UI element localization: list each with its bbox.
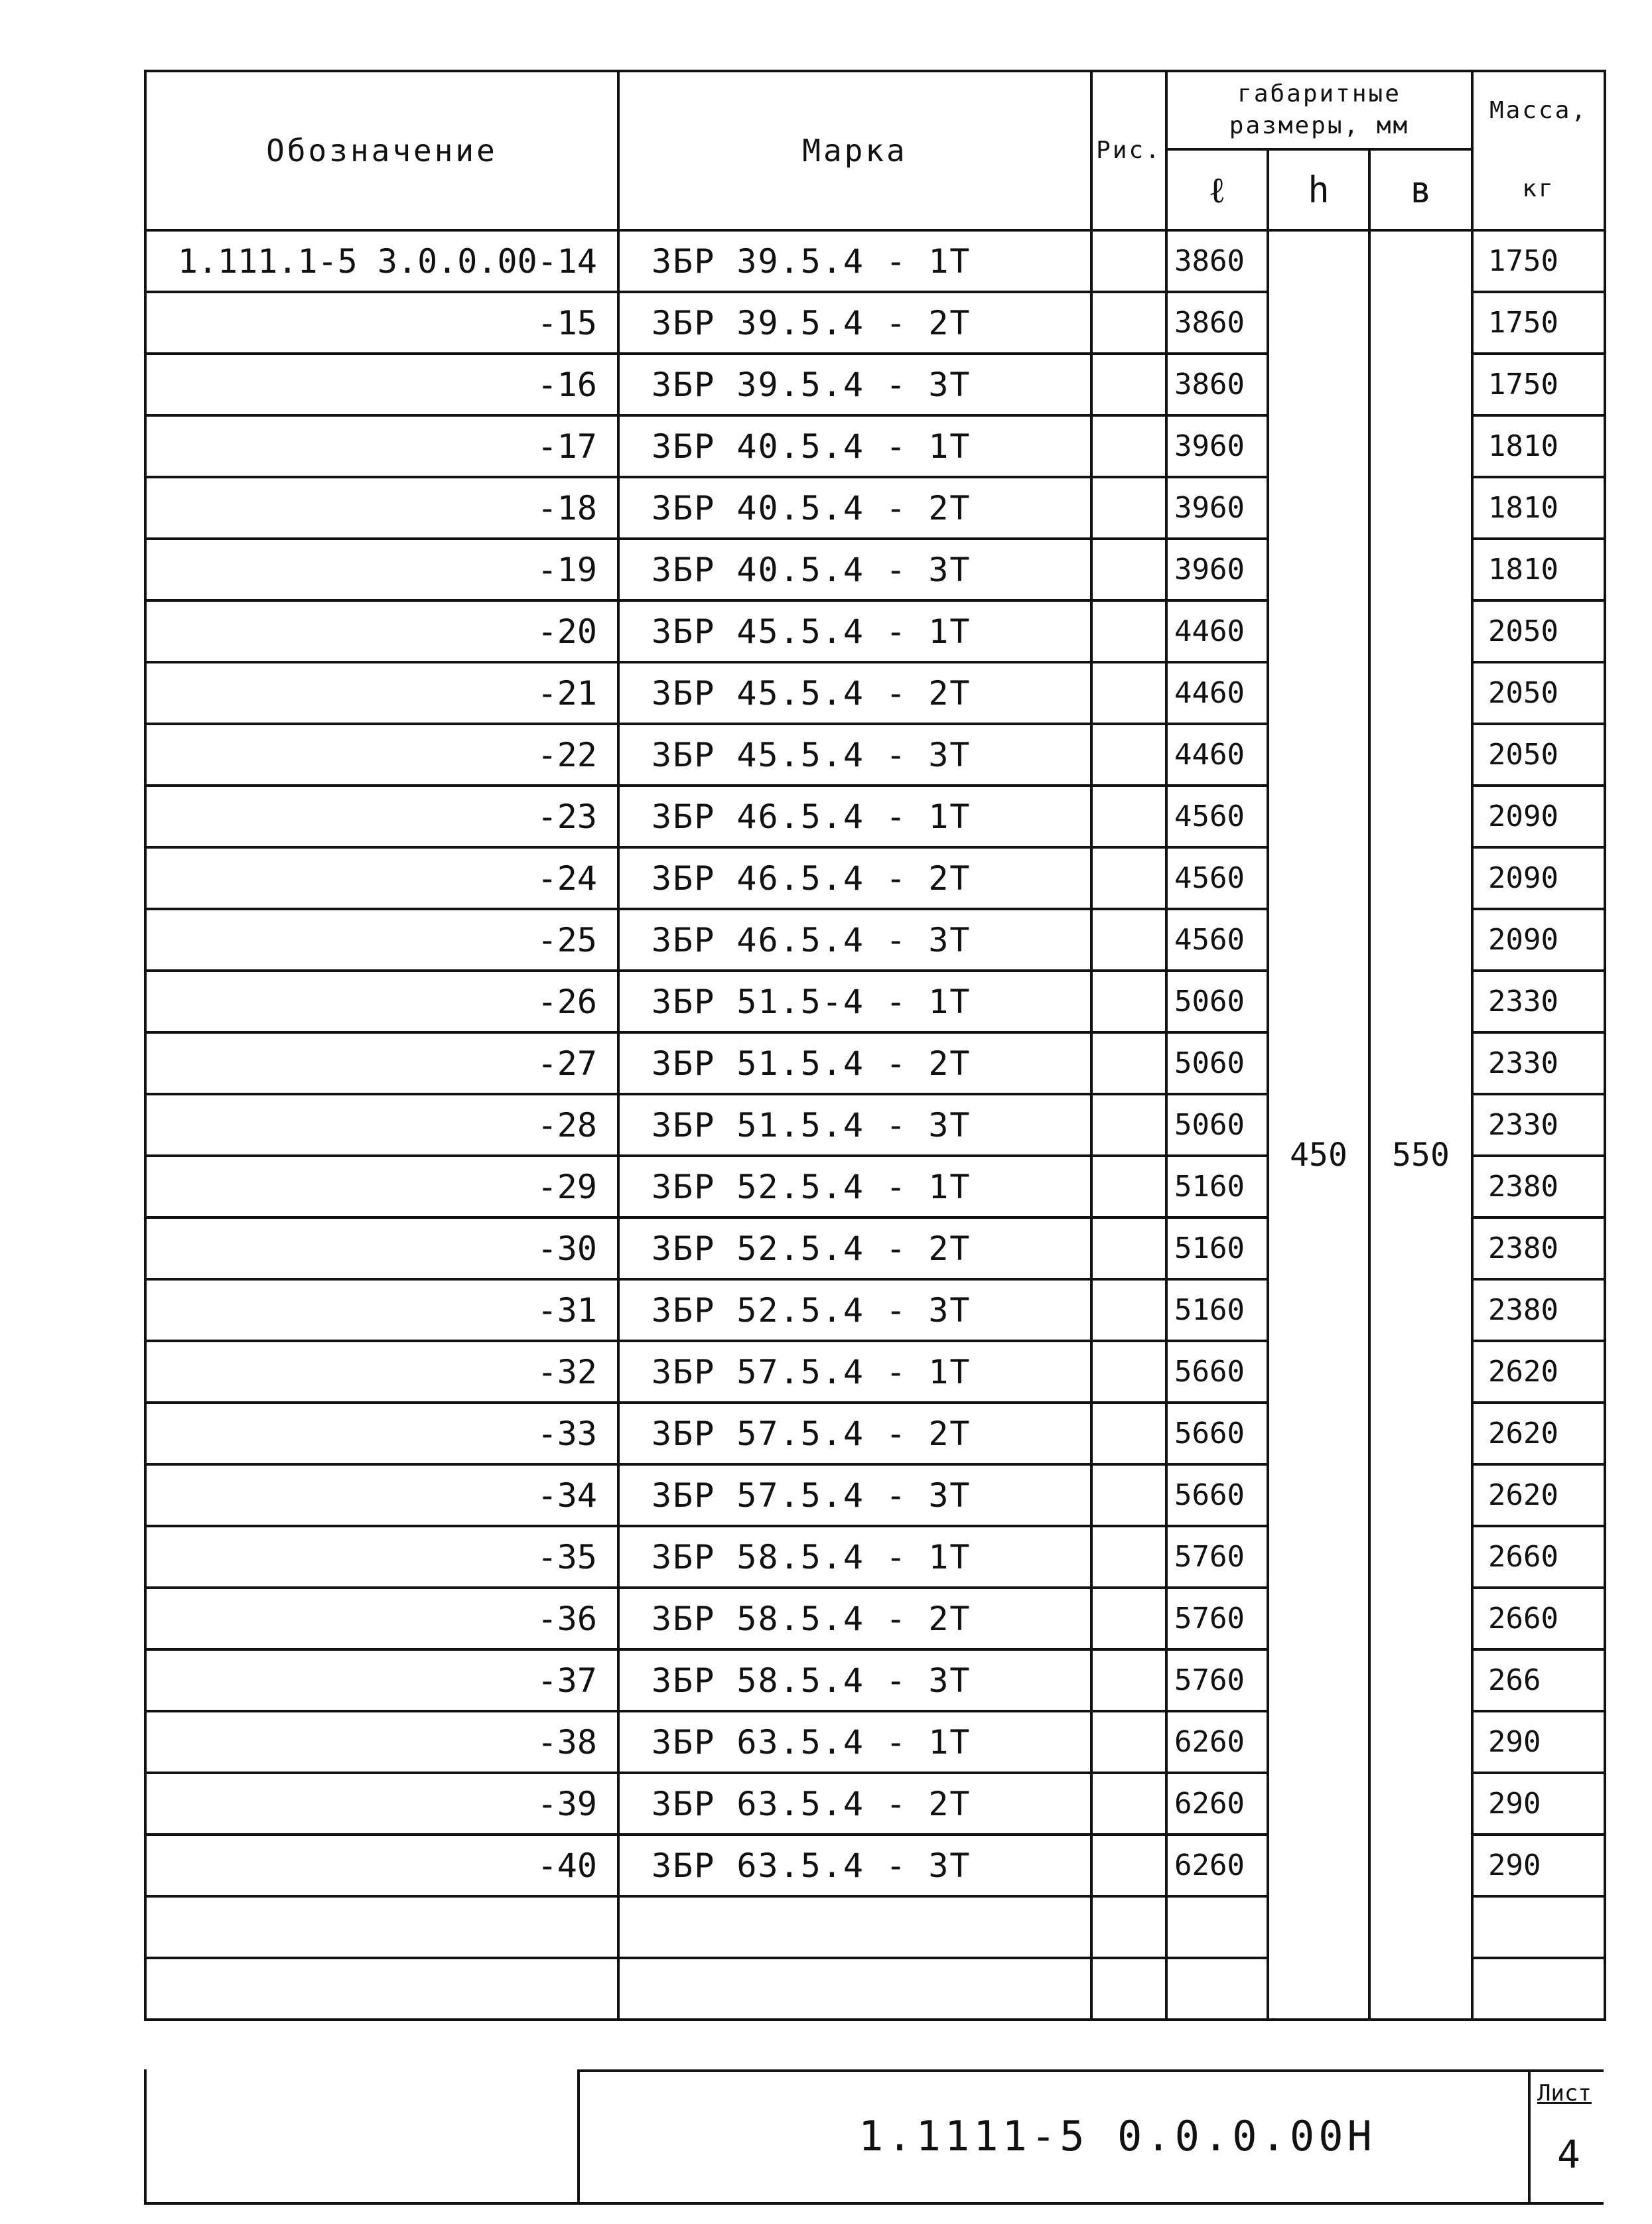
designation-cell: -28 — [145, 1094, 618, 1156]
mark-cell: 3БР 58.5.4 - 2Т — [618, 1588, 1091, 1649]
figure-cell — [1091, 292, 1166, 354]
designation-cell: -32 — [145, 1341, 618, 1403]
mass-cell: 2050 — [1472, 662, 1605, 724]
sheet-label: Лист — [1537, 2080, 1592, 2107]
length-cell: 5760 — [1166, 1588, 1268, 1649]
header-designation: Обозначение — [145, 71, 618, 230]
mark-cell: 3БР 46.5.4 - 1Т — [618, 786, 1091, 847]
mark-cell: 3БР 51.5-4 - 1Т — [618, 971, 1091, 1032]
designation-cell: -23 — [145, 786, 618, 847]
specification-table — [144, 70, 1606, 2021]
designation-cell: -39 — [145, 1773, 618, 1835]
designation-cell: -37 — [145, 1649, 618, 1711]
header-mark: Марка — [618, 71, 1091, 230]
mass-cell: 1810 — [1472, 477, 1605, 539]
mass-cell: 2660 — [1472, 1588, 1605, 1649]
header-mass: Масса, — [1472, 71, 1605, 149]
mass-cell: 2620 — [1472, 1403, 1605, 1464]
mass-cell: 2090 — [1472, 847, 1605, 909]
designation-cell: -22 — [145, 724, 618, 786]
designation-cell: -25 — [145, 909, 618, 971]
mark-cell: 3БР 45.5.4 - 2Т — [618, 662, 1091, 724]
figure-cell — [1091, 1341, 1166, 1403]
length-cell: 6260 — [1166, 1711, 1268, 1773]
length-cell: 3860 — [1166, 292, 1268, 354]
designation-cell: -19 — [145, 539, 618, 600]
mass-cell: 2380 — [1472, 1279, 1605, 1341]
document-code: 1.1111-5 0.0.0.00Н — [859, 2112, 1376, 2160]
mass-cell: 2380 — [1472, 1156, 1605, 1217]
length-cell: 5660 — [1166, 1464, 1268, 1526]
length-cell: 5760 — [1166, 1649, 1268, 1711]
designation-cell: -26 — [145, 971, 618, 1032]
figure-cell — [1091, 415, 1166, 477]
header-dim-length: ℓ — [1166, 149, 1268, 230]
header-mass-unit: кг — [1472, 149, 1605, 230]
figure-cell — [1091, 971, 1166, 1032]
length-cell: 3860 — [1166, 354, 1268, 415]
designation-cell: -17 — [145, 415, 618, 477]
mark-cell: 3БР 63.5.4 - 3Т — [618, 1835, 1091, 1896]
mass-cell: 2660 — [1472, 1526, 1605, 1588]
mark-cell: 3БР 39.5.4 - 3Т — [618, 354, 1091, 415]
length-cell: 4460 — [1166, 662, 1268, 724]
length-cell: 5760 — [1166, 1526, 1268, 1588]
designation-cell: -15 — [145, 292, 618, 354]
mass-cell: 290 — [1472, 1835, 1605, 1896]
mass-cell: 1750 — [1472, 292, 1605, 354]
figure-cell — [1091, 1526, 1166, 1588]
figure-cell — [1091, 539, 1166, 600]
mark-cell: 3БР 52.5.4 - 3Т — [618, 1279, 1091, 1341]
drawing-sheet — [144, 70, 1604, 2205]
length-cell: 4560 — [1166, 909, 1268, 971]
blank-cell — [1472, 1896, 1605, 1958]
figure-cell — [1091, 1032, 1166, 1094]
designation-cell: -27 — [145, 1032, 618, 1094]
mark-cell: 3БР 58.5.4 - 3Т — [618, 1649, 1091, 1711]
mark-cell: 3БР 57.5.4 - 1Т — [618, 1341, 1091, 1403]
mark-cell: 3БР 39.5.4 - 2Т — [618, 292, 1091, 354]
designation-cell: -18 — [145, 477, 618, 539]
width-cell-empty — [1369, 230, 1472, 292]
mark-cell: 3БР 52.5.4 - 1Т — [618, 1156, 1091, 1217]
mass-cell: 2090 — [1472, 786, 1605, 847]
designation-cell: -36 — [145, 1588, 618, 1649]
header-dim-height: h — [1268, 149, 1369, 230]
length-cell: 5160 — [1166, 1279, 1268, 1341]
table-row — [145, 292, 1605, 354]
figure-cell — [1091, 1156, 1166, 1217]
mark-cell: 3БР 57.5.4 - 3Т — [618, 1464, 1091, 1526]
sheet-number: 4 — [1557, 2132, 1580, 2177]
designation-cell: -20 — [145, 600, 618, 662]
designation-cell: -30 — [145, 1217, 618, 1279]
mass-cell: 2620 — [1472, 1464, 1605, 1526]
figure-cell — [1091, 1835, 1166, 1896]
designation-cell: -24 — [145, 847, 618, 909]
sheet-number-box — [1528, 2072, 1604, 2205]
figure-cell — [1091, 1588, 1166, 1649]
designation-cell: -34 — [145, 1464, 618, 1526]
figure-cell — [1091, 847, 1166, 909]
mass-cell: 2330 — [1472, 1032, 1605, 1094]
figure-cell — [1091, 1711, 1166, 1773]
mass-cell: 2330 — [1472, 971, 1605, 1032]
mark-cell: 3БР 45.5.4 - 3Т — [618, 724, 1091, 786]
figure-cell — [1091, 909, 1166, 971]
figure-cell — [1091, 724, 1166, 786]
length-cell: 3960 — [1166, 477, 1268, 539]
mark-cell: 3БР 51.5.4 - 3Т — [618, 1094, 1091, 1156]
mass-cell: 1810 — [1472, 415, 1605, 477]
figure-cell — [1091, 1217, 1166, 1279]
mass-cell: 2620 — [1472, 1341, 1605, 1403]
mark-cell: 3БР 39.5.4 - 1Т — [618, 230, 1091, 292]
mark-cell: 3БР 46.5.4 - 2Т — [618, 847, 1091, 909]
length-cell: 3860 — [1166, 230, 1268, 292]
figure-cell — [1091, 1094, 1166, 1156]
length-cell: 4560 — [1166, 786, 1268, 847]
blank-cell — [1472, 1958, 1605, 2020]
mark-cell: 3БР 40.5.4 - 2Т — [618, 477, 1091, 539]
mark-cell: 3БР 58.5.4 - 1Т — [618, 1526, 1091, 1588]
mark-cell: 3БР 46.5.4 - 3Т — [618, 909, 1091, 971]
height-cell-empty — [1268, 230, 1369, 292]
mark-cell: 3БР 51.5.4 - 2Т — [618, 1032, 1091, 1094]
designation-cell: -35 — [145, 1526, 618, 1588]
designation-cell: -31 — [145, 1279, 618, 1341]
length-cell: 3960 — [1166, 539, 1268, 600]
figure-cell — [1091, 786, 1166, 847]
length-cell: 3960 — [1166, 415, 1268, 477]
mass-cell: 2330 — [1472, 1094, 1605, 1156]
designation-cell: -29 — [145, 1156, 618, 1217]
mark-cell: 3БР 40.5.4 - 3Т — [618, 539, 1091, 600]
figure-cell — [1091, 1403, 1166, 1464]
mark-cell: 3БР 63.5.4 - 2Т — [618, 1773, 1091, 1835]
common-width-cell: 550 — [1369, 292, 1472, 2020]
mass-cell: 2050 — [1472, 600, 1605, 662]
mass-cell: 2090 — [1472, 909, 1605, 971]
length-cell: 5660 — [1166, 1341, 1268, 1403]
length-cell: 5160 — [1166, 1156, 1268, 1217]
length-cell: 5160 — [1166, 1217, 1268, 1279]
mass-cell: 1810 — [1472, 539, 1605, 600]
designation-cell: -33 — [145, 1403, 618, 1464]
header-dimensions: габаритные размеры, мм — [1166, 71, 1472, 149]
mass-cell: 2050 — [1472, 724, 1605, 786]
mark-cell: 3БР 63.5.4 - 1Т — [618, 1711, 1091, 1773]
length-cell: 4460 — [1166, 600, 1268, 662]
blank-cell — [1166, 1958, 1268, 2020]
blank-cell — [618, 1896, 1091, 1958]
figure-cell — [1091, 1464, 1166, 1526]
length-cell: 6260 — [1166, 1835, 1268, 1896]
length-cell: 5060 — [1166, 1032, 1268, 1094]
table-row — [145, 230, 1605, 292]
mark-cell: 3БР 57.5.4 - 2Т — [618, 1403, 1091, 1464]
header-dim-width: в — [1369, 149, 1472, 230]
figure-cell — [1091, 1279, 1166, 1341]
designation-cell: 1.111.1-5 3.0.0.00-14 — [145, 230, 618, 292]
common-height-cell: 450 — [1268, 292, 1369, 2020]
blank-cell — [1166, 1896, 1268, 1958]
figure-cell — [1091, 1773, 1166, 1835]
length-cell: 4560 — [1166, 847, 1268, 909]
designation-cell: -16 — [145, 354, 618, 415]
blank-cell — [145, 1896, 618, 1958]
figure-cell — [1091, 354, 1166, 415]
length-cell: 5660 — [1166, 1403, 1268, 1464]
figure-cell — [1091, 230, 1166, 292]
mark-cell: 3БР 52.5.4 - 2Т — [618, 1217, 1091, 1279]
blank-cell — [1091, 1958, 1166, 2020]
mass-cell: 1750 — [1472, 354, 1605, 415]
figure-cell — [1091, 477, 1166, 539]
length-cell: 4460 — [1166, 724, 1268, 786]
length-cell: 6260 — [1166, 1773, 1268, 1835]
mark-cell: 3БР 40.5.4 - 1Т — [618, 415, 1091, 477]
length-cell: 5060 — [1166, 971, 1268, 1032]
title-block — [577, 2069, 1604, 2205]
designation-cell: -21 — [145, 662, 618, 724]
blank-cell — [618, 1958, 1091, 2020]
designation-cell: -38 — [145, 1711, 618, 1773]
mark-cell: 3БР 45.5.4 - 1Т — [618, 600, 1091, 662]
mass-cell: 290 — [1472, 1773, 1605, 1835]
designation-cell: -40 — [145, 1835, 618, 1896]
blank-cell — [1091, 1896, 1166, 1958]
figure-cell — [1091, 662, 1166, 724]
mass-cell: 2380 — [1472, 1217, 1605, 1279]
header-figure: Рис. — [1091, 71, 1166, 230]
mass-cell: 266 — [1472, 1649, 1605, 1711]
figure-cell — [1091, 600, 1166, 662]
mass-cell: 1750 — [1472, 230, 1605, 292]
figure-cell — [1091, 1649, 1166, 1711]
length-cell: 5060 — [1166, 1094, 1268, 1156]
mass-cell: 290 — [1472, 1711, 1605, 1773]
blank-cell — [145, 1958, 618, 2020]
